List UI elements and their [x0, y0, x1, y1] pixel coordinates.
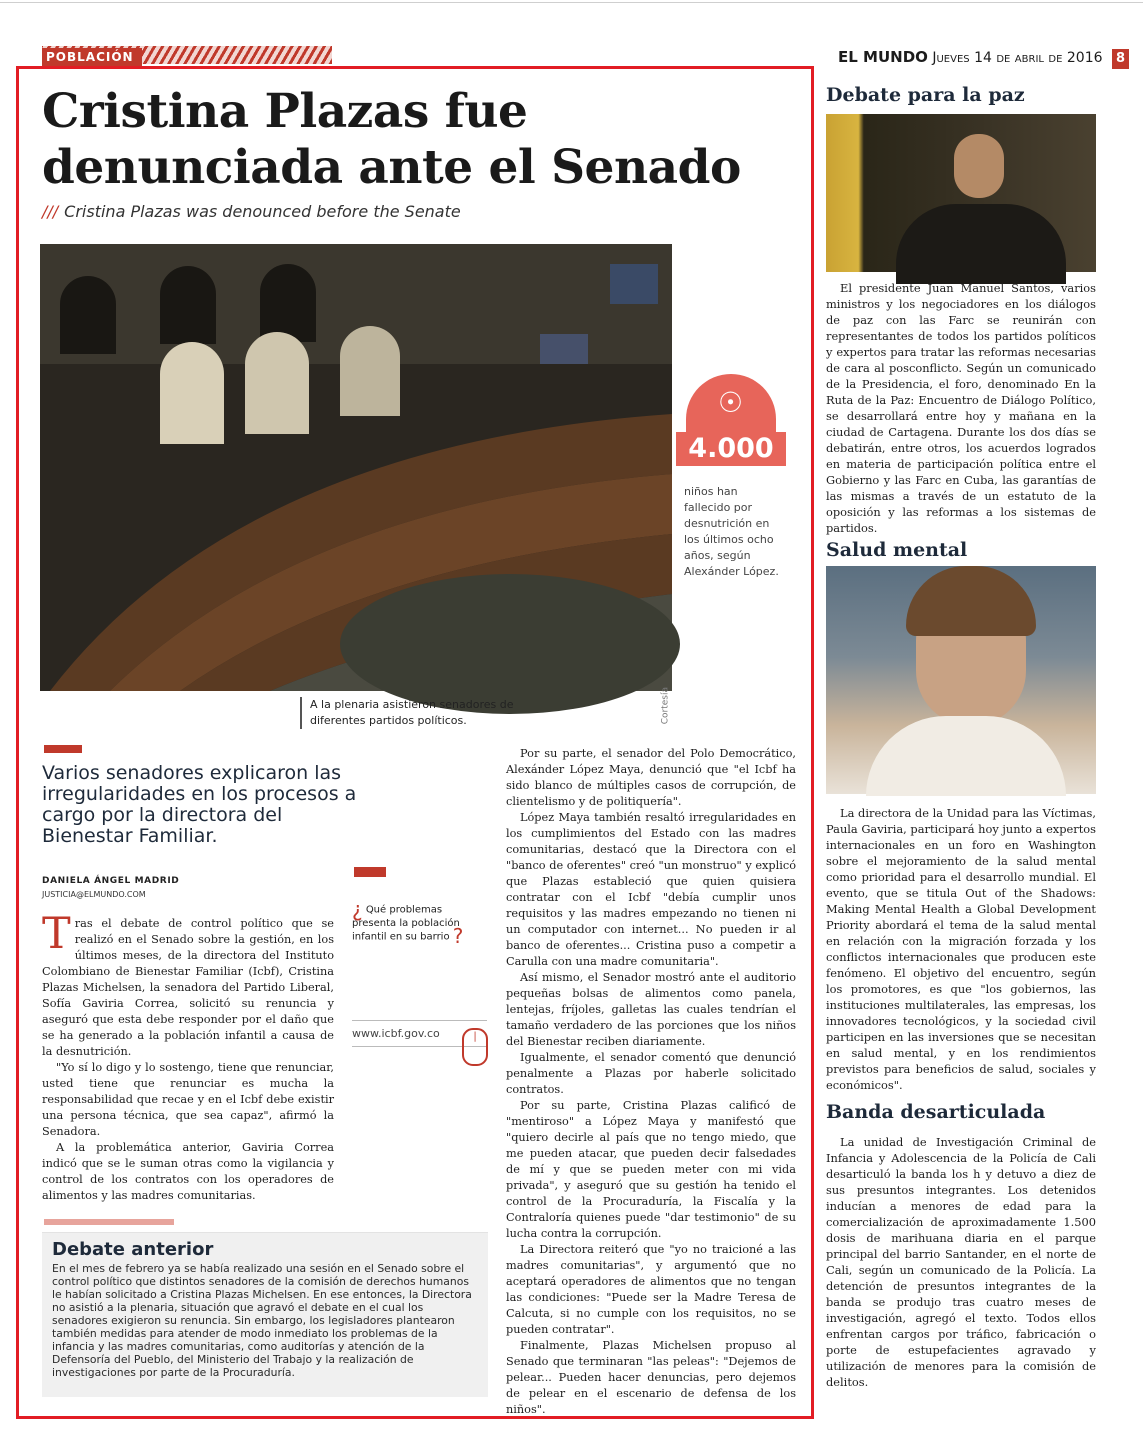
article-kicker: Varios senadores explicaron las irregularidades en los procesos a cargo por la directora del Bienestar Familiar. [42, 762, 357, 847]
deck-marks: /// [42, 202, 59, 221]
byline: DANIELA ÁNGEL MADRID [42, 876, 180, 886]
paragraph-10: Finalmente, Plazas Michelsen propuso al Senado que terminaran "las peleas": "Dejemos de pelear... Pueden hacer denuncias, pero dejemos de pelear en el escenario de defensa de los niños". [506, 1339, 796, 1416]
photo-caption: A la plenaria asistieron senadores de diferentes partidos políticos. [300, 697, 530, 729]
web-link[interactable]: www.icbf.gov.co [352, 1020, 487, 1047]
paragraph-7: Igualmente, el senador comentó que denunció penalmente a Plazas por haberle solicitado contratos. [506, 1051, 796, 1096]
figure-head [954, 134, 1004, 198]
child-icon: ☉ [718, 386, 744, 419]
salud-paragraph: La directora de la Unidad para las Víctimas, Paula Gaviria, participará hoy junto a expertos internacionales en un foro en Washington sobre el mejoramiento de la salud mental como prioridad para el desarrollo mundial. El evento, que se titula Out of the Shadows: Making Mental Health a Global Development Priority abordará el tema de la salud mental en relación con la migración forzada y los conflictos internacionales que producen este fenómeno. El objetivo del encuentro, según los promotores, es que "los gobiernos, las instituciones multilaterales, las empresas, los innovadores tecnológicos, y la sociedad civil participen en las inversiones que se necesitan en salud mental, y en los rendimientos previstos para beneficios de salud, sociales y económicos". [826, 806, 1096, 1092]
question-box [352, 897, 487, 948]
salud-text [826, 805, 1096, 1093]
dropcap: T [42, 909, 71, 959]
figure-shoulders [866, 716, 1066, 796]
paragraph-8: Por su parte, Cristina Plazas calificó de "mentiroso" a López Maya y manifestó que "quiero decirle al país que no tengo miedo, que me pueden atacar, que pueden decir falsedades de mí y que se pueden meter con mi vida privada", y aseguró que su gestión ha tenido el control de la Procuraduría, la Fiscalía y la Contraloría quienes puede "dar testimonio" de su lucha contra la corrupción. [506, 1099, 796, 1240]
article-headline: Cristina Plazas fue denunciada ante el Senado [42, 84, 741, 195]
deck-text: Cristina Plazas was denounced before the Senate [64, 202, 461, 221]
widget-bar [354, 867, 386, 877]
photo-credit: Cortesía [660, 687, 670, 725]
paragraph-1-text: ras el debate de control político que se realizó en el Senado sobre la gestión, en los últimos meses, de la directora del Instituto Colombiano de Bienestar Familiar (Icbf), Cristina Plazas Michelsen, la senadora del Partido Liberal, Sofía Gaviria Correa, solicitó su renuncia y aseguró que esta debe responder por el daño que se ha generado a la población infantil a causa de la desnutrición. [42, 917, 334, 1058]
paragraph-1 [42, 909, 334, 1060]
banda-title: Banda desarticulada [826, 1101, 1046, 1123]
figure-hair [906, 566, 1036, 636]
question-text: Qué problemas presenta la población infantil en su barrio [352, 904, 460, 942]
page-number: 8 [1112, 49, 1129, 69]
stat-box [676, 374, 786, 466]
stat-text: niños han fallecido por desnutrición en los últimos ocho años, según Alexánder López. [684, 485, 779, 578]
box-text: En el mes de febrero ya se había realizado una sesión en el Senado sobre el control político que distintos senadores de la comisión de derechos humanos le habían solicitado a Cristina Plazas Michelsen. En ese entonces, la Directora no asistió a la plenaria, situación que agravó el debate en el cual los senadores exigieron su renuncia. Sin embargo, los legisladores plantearon también medidas para atender de modo inmediato los problemas de la infancia y las madres comunitarias, como auditorías y atención de la Defensoría del Pueblo, del Ministerio del Trabajo y la realización de investigaciones por parte de la Procuraduría. [52, 1262, 472, 1379]
santos-photo [826, 114, 1096, 272]
paragraph-2: "Yo sí lo digo y lo sostengo, tiene que renunciar, usted tiene que renunciar es mucha la responsabilidad que recae y en el Icbf debe existir una persona técnica, que sea capaz", afirmó la Senadora. [42, 1061, 334, 1138]
kicker-bar [44, 745, 82, 753]
sidebar-salud-heading [826, 539, 1096, 561]
banda-text [826, 1134, 1096, 1390]
section-tag-label: POBLACIÓN [42, 48, 142, 66]
section-tag [42, 46, 332, 64]
debate-anterior-box [42, 1232, 488, 1397]
mouse-icon: | [462, 1028, 488, 1066]
masthead-date: Jueves 14 de abril de 2016 [932, 50, 1103, 66]
paragraph-6: Así mismo, el Senador mostró ante el auditorio pequeñas bolsas de alimentos como panela, lentejas, fríjoles, galletas las cuales tendrían el tamaño verdadero de las porciones que los niños del Bienestar reciben diariamente. [506, 971, 796, 1048]
question-close-mark: ? [452, 923, 464, 948]
sidebar-paz-heading [826, 84, 1096, 106]
article-column-2 [506, 746, 796, 1418]
figure-body [896, 204, 1066, 284]
box-title: Debate anterior [52, 1239, 214, 1260]
masthead [838, 47, 1126, 67]
senate-plenary-illustration [40, 244, 672, 691]
banda-paragraph: La unidad de Investigación Criminal de Infancia y Adolescencia de la Policía de Cali desarticuló la banda los h y detuvo a diez de sus presuntos integrantes. Los detenidos inducían a menores de edad para la comercialización de aproximadamente 1.500 dosis de marihuana diaria en el parque principal del barrio Santander, en el norte de Cali, según un comunicado de la Policía. La detención de presuntos integrantes de la banda se produjo tras cuatro meses de investigación, agregó el texto. Todos ellos enfrentan cargos por tráfico, fabricación o porte de estupefacientes agravado y utilización de menores para la comisión de delitos. [826, 1135, 1096, 1389]
paragraph-4: Por su parte, el senador del Polo Democrático, Alexánder López Maya, denunció que "el Icbf ha sido blanco de múltiples casos de corrupción, de clientelismo y de politiquería". [506, 747, 796, 808]
article-deck [42, 202, 742, 221]
sidebar-banda-heading [826, 1101, 1096, 1123]
byline-email[interactable]: JUSTICIA@ELMUNDO.COM [42, 890, 146, 899]
paz-paragraph: El presidente Juan Manuel Santos, varios ministros y los negociadores en los diálogos de paz con las Farc se reunirán con representantes de todos los partidos políticos y expertos para tratar las reformas necesarias de cara al posconflicto. Según un comunicado de la Presidencia, el foro, denominado En la Ruta de la Paz: Encuentro de Diálogo Político, se desarrollará entre hoy y mañana en la ciudad de Cartagena. Durante los dos días se debatirán, entre otros, los acuerdos logrados en materia de participación política entre el Gobierno y las Farc en Cuba, las garantías de las mismas a través de un estatuto de la oposición y las reformas a los sistemas de partidos. [826, 281, 1096, 535]
paragraph-5: López Maya también resaltó irregularidades en los cumplimientos del Estado con las madres comunitarias, destacó que la Directora con el "banco de oferentes" creó "un monstruo" y explicó que Plazas estableció que quien quisiera contratar con el Icbf "debía cumplir unos requisitos y las madres empezando no tienen ni un computador con internet... No pueden ir al banco de oferentes... Cristina puso a competir a Carulla con una madre comunitaria". [506, 811, 796, 968]
box-separator [44, 1219, 174, 1225]
question-widget-header [352, 867, 492, 877]
top-rule [0, 2, 1143, 3]
question-open-mark: ¿ [352, 897, 363, 921]
gaviria-photo [826, 566, 1096, 794]
paragraph-9: La Directora reiteró que "yo no traicioné a las madres comunitarias", y argumentó que no aceptará operadores de alimentos que no tengan las condiciones: "Puede ser la Madre Teresa de Calcuta, si no cumple con los requisitos, no se pueden contratar". [506, 1243, 796, 1336]
paragraph-3: A la problemática anterior, Gaviria Correa indicó que se le suman otras como la vigilancia y control de los contratos con los operadores de alimentos y las madres comunitarias. [42, 1141, 334, 1202]
paz-title: Debate para la paz [826, 84, 1025, 106]
masthead-paper: EL MUNDO [838, 48, 928, 66]
paz-text [826, 280, 1096, 536]
article-column-1 [42, 909, 334, 1204]
salud-title: Salud mental [826, 539, 968, 561]
stat-value: 4.000 [676, 432, 786, 466]
